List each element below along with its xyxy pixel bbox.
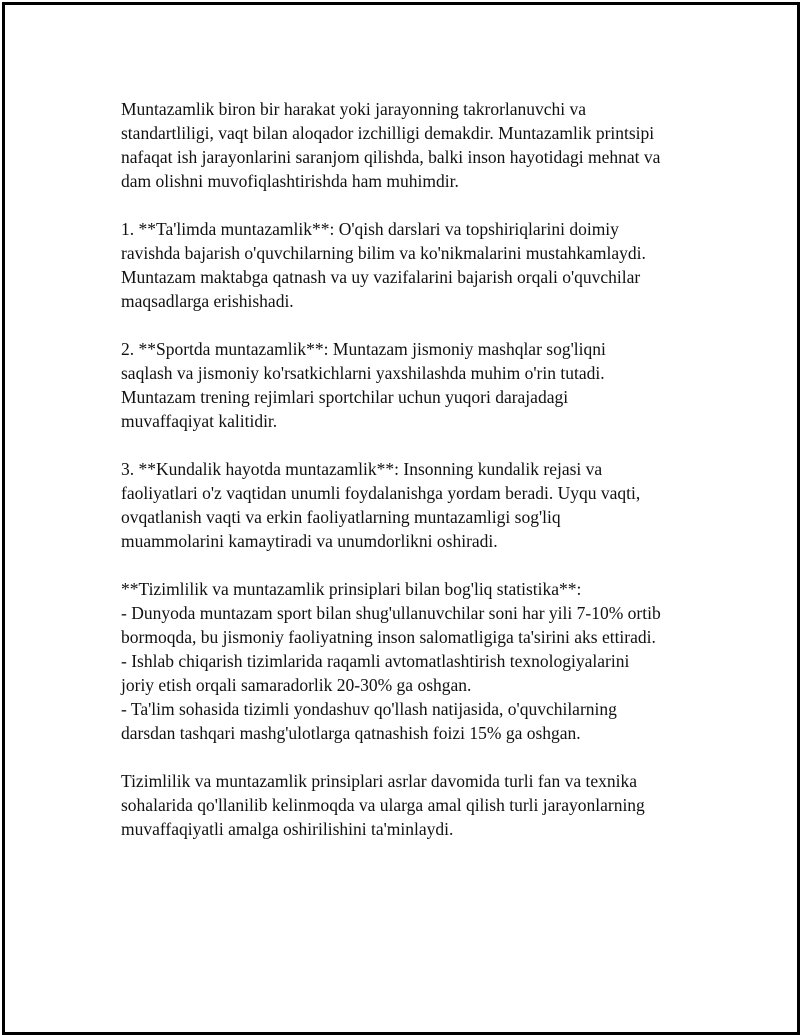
- text-line: Muntazamlik biron bir harakat yoki jarayonning takrorlanuvchi va: [121, 99, 587, 119]
- text-line: dam olishni muvofiqlashtirishda ham muhimdir.: [121, 171, 459, 191]
- text-line: maqsadlarga erishishadi.: [121, 291, 294, 311]
- text-line: - Ishlab chiqarish tizimlarida raqamli avtomatlashtirish texnologiyalarini: [121, 651, 630, 671]
- text-line: muammolarini kamaytiradi va unumdorlikni oshiradi.: [121, 531, 498, 551]
- text-line: 3. **Kundalik hayotda muntazamlik**: Insonning kundalik rejasi va: [121, 459, 603, 479]
- text-line: faoliyatlari o'z vaqtidan unumli foydalanishga yordam beradi. Uyqu vaqti,: [121, 483, 641, 503]
- paragraph-intro: [121, 97, 711, 193]
- text-line: - Ta'lim sohasida tizimli yondashuv qo'llash natijasida, o'quvchilarning: [121, 699, 617, 719]
- text-line: - Dunyoda muntazam sport bilan shug'ullanuvchilar soni har yili 7-10% ortib: [121, 603, 661, 623]
- text-line: bormoqda, bu jismoniy faoliyatning inson salomatligiga ta'sirini aks ettiradi.: [121, 627, 656, 647]
- statistics-heading: **Tizimlilik va muntazamlik prinsiplari bilan bog'liq statistika**:: [121, 579, 582, 599]
- paragraph-daily-life: [121, 457, 711, 553]
- document-body: [121, 97, 711, 865]
- text-line: ravishda bajarish o'quvchilarning bilim va ko'nikmalarini mustahkamlaydi.: [121, 243, 646, 263]
- text-line: standartliligi, vaqt bilan aloqador izchilligi demakdir. Muntazamlik printsipi: [121, 123, 655, 143]
- text-line: 1. **Ta'limda muntazamlik**: O'qish darslari va topshiriqlarini doimiy: [121, 219, 619, 239]
- text-line: muvaffaqiyat kalitidir.: [121, 411, 278, 431]
- paragraph-education: [121, 217, 711, 313]
- paragraph-sport: [121, 337, 711, 433]
- text-line: joriy etish orqali samaradorlik 20-30% ga oshgan.: [121, 675, 472, 695]
- text-line: 2. **Sportda muntazamlik**: Muntazam jismoniy mashqlar sog'liqni: [121, 339, 606, 359]
- text-line: ovqatlanish vaqti va erkin faoliyatlarning muntazamligi sog'liq: [121, 507, 561, 527]
- text-line: sohalarida qo'llanilib kelinmoqda va ularga amal qilish turli jarayonlarning: [121, 795, 645, 815]
- text-line: Muntazam maktabga qatnash va uy vazifalarini bajarish orqali o'quvchilar: [121, 267, 641, 287]
- text-line: saqlash va jismoniy ko'rsatkichlarni yaxshilashda muhim o'rin tutadi.: [121, 363, 605, 383]
- text-line: darsdan tashqari mashg'ulotlarga qatnashish foizi 15% ga oshgan.: [121, 723, 581, 743]
- paragraph-conclusion: [121, 769, 711, 841]
- page-border: [2, 2, 800, 1035]
- text-line: Tizimlilik va muntazamlik prinsiplari asrlar davomida turli fan va texnika: [121, 771, 637, 791]
- paragraph-statistics: [121, 577, 711, 745]
- text-line: nafaqat ish jarayonlarini saranjom qilishda, balki inson hayotidagi mehnat va: [121, 147, 661, 167]
- text-line: muvaffaqiyatli amalga oshirilishini ta'minlaydi.: [121, 819, 454, 839]
- text-line: Muntazam trening rejimlari sportchilar uchun yuqori darajadagi: [121, 387, 569, 407]
